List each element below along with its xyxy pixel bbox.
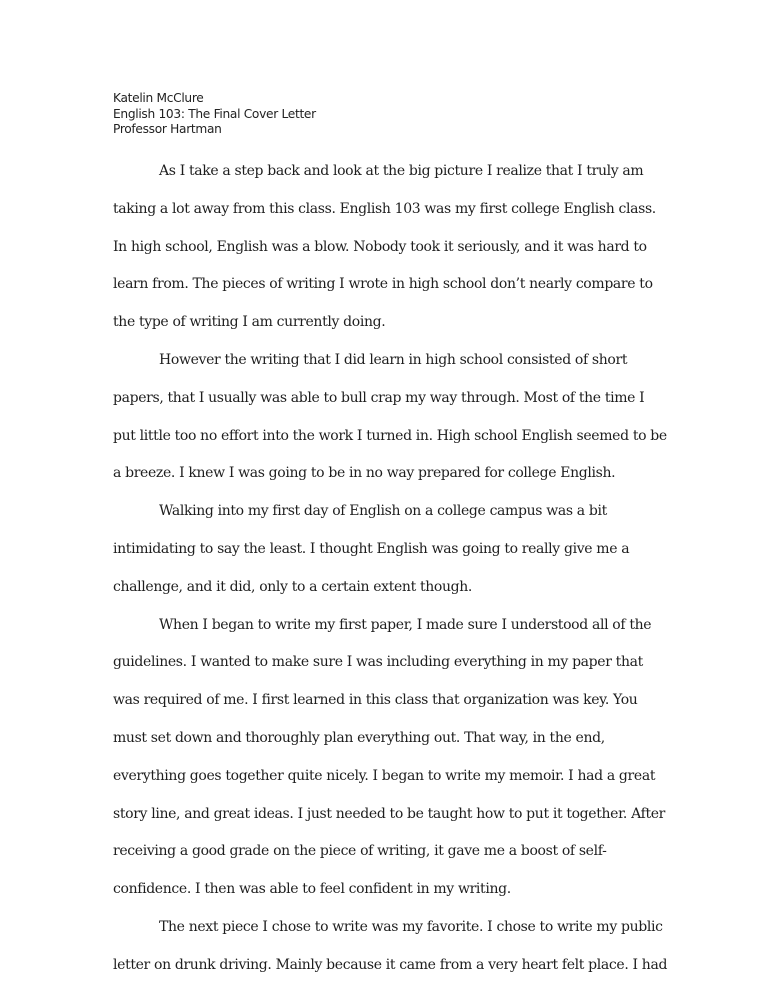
body-line: However the writing that I did learn in high school consisted of short — [159, 351, 628, 368]
author-name: Katelin McClure — [113, 91, 204, 105]
body-line: letter on drunk driving. Mainly because it came from a very heart felt place. I had — [113, 956, 668, 973]
body-line: The next piece I chose to write was my favorite. I chose to write my public — [159, 918, 663, 935]
body-line: story line, and great ideas. I just needed to be taught how to put it together. After — [113, 805, 666, 822]
body-line: When I began to write my first paper, I made sure I understood all of the — [159, 616, 652, 633]
body-line: the type of writing I am currently doing. — [113, 314, 386, 331]
body-line: intimidating to say the least. I thought English was going to really give me a — [113, 540, 630, 557]
body-line: confidence. I then was able to feel confident in my writing. — [113, 881, 511, 898]
body-line: must set down and thoroughly plan everything out. That way, in the end, — [113, 729, 605, 746]
course-title: English 103: The Final Cover Letter — [113, 106, 316, 121]
body-line: challenge, and it did, only to a certain extent though. — [113, 578, 473, 595]
body-line: everything goes together quite nicely. I began to write my memoir. I had a great — [113, 767, 656, 784]
body-line: was required of me. I first learned in this class that organization was key. You — [113, 692, 638, 709]
body-line: taking a lot away from this class. English 103 was my first college English class. — [113, 200, 656, 217]
body-line: a breeze. I knew I was going to be in no way prepared for college English. — [113, 465, 616, 482]
document-body — [113, 153, 673, 985]
body-line: guidelines. I wanted to make sure I was including everything in my paper that — [113, 654, 643, 671]
professor-name: Professor Hartman — [113, 122, 222, 136]
body-line: papers, that I usually was able to bull crap my way through. Most of the time I — [113, 389, 645, 406]
body-line: put little too no effort into the work I turned in. High school English seemed to be — [113, 427, 667, 444]
body-line: receiving a good grade on the piece of writing, it gave me a boost of self- — [113, 843, 607, 860]
body-line: Walking into my first day of English on a college campus was a bit — [159, 503, 607, 520]
body-line: In high school, English was a blow. Nobody took it seriously, and it was hard to — [113, 238, 647, 255]
body-line: As I take a step back and look at the big picture I realize that I truly am — [159, 163, 644, 179]
body-line: learn from. The pieces of writing I wrote in high school don’t nearly compare to — [113, 276, 653, 293]
document-header — [113, 91, 316, 138]
